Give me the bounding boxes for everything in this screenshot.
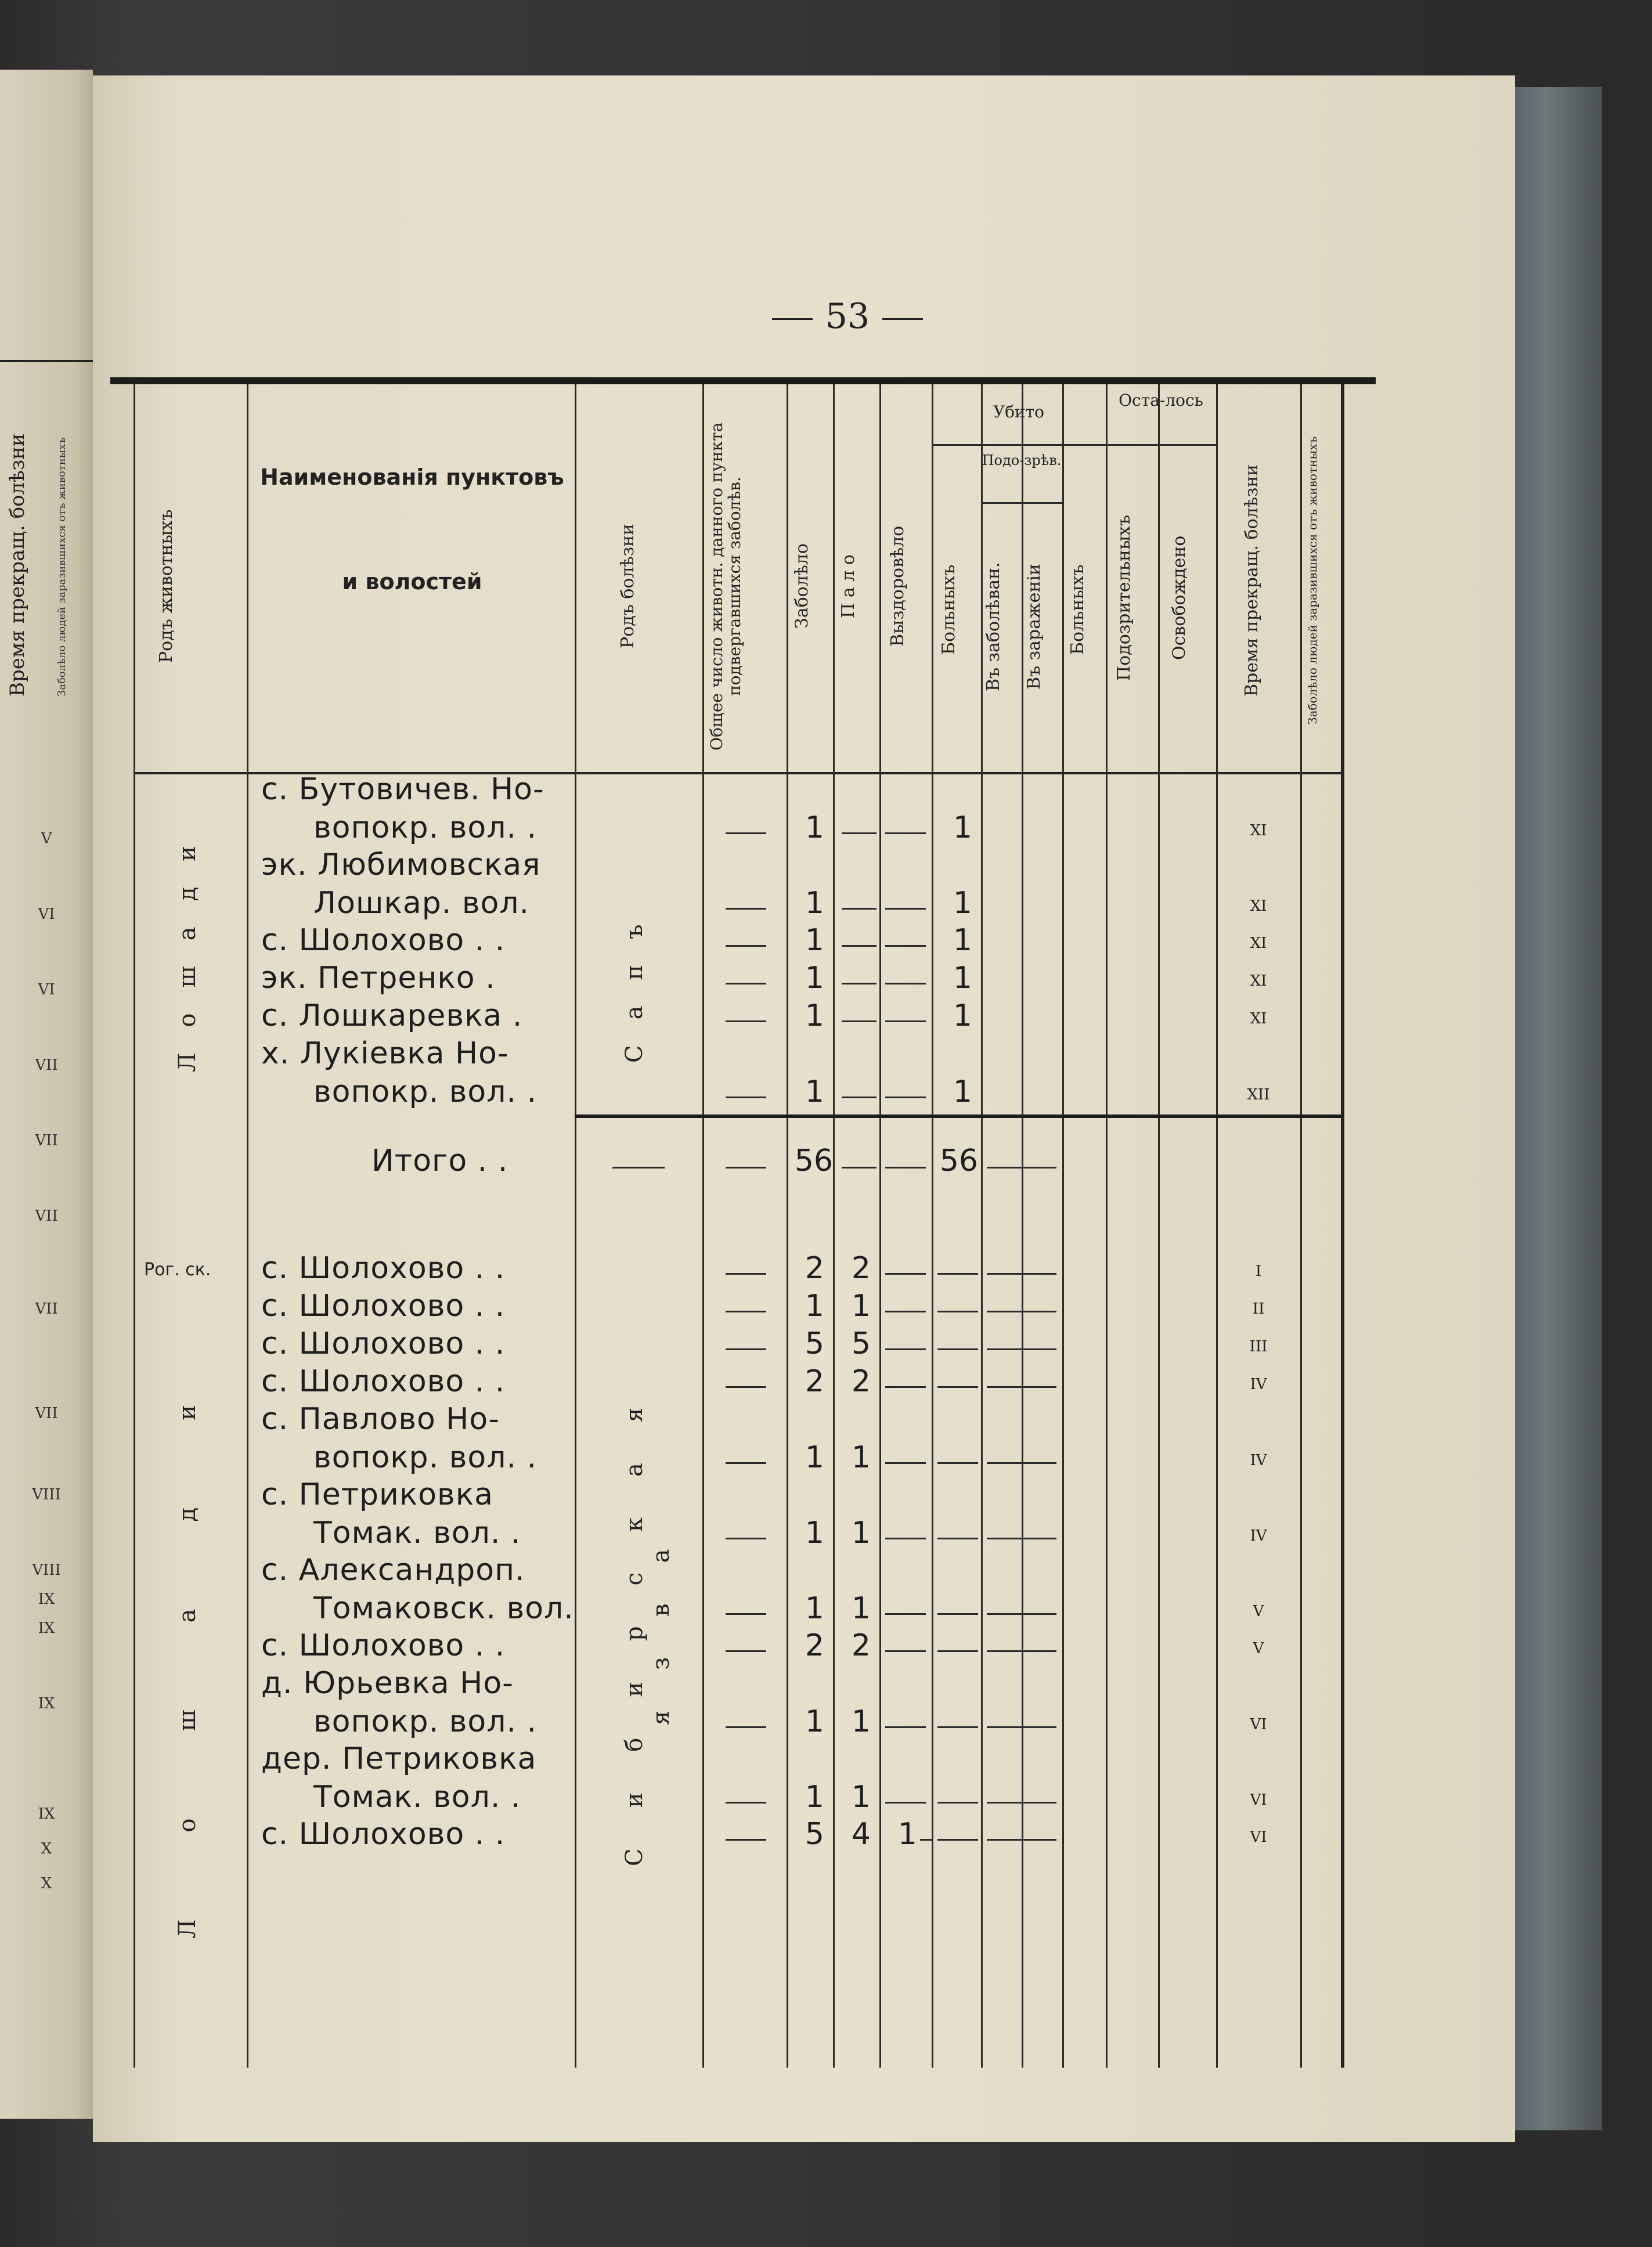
- previous-page-month: VII: [35, 1056, 58, 1074]
- fell-ill-value: 1: [805, 1704, 824, 1739]
- end-time-value: XI: [1250, 972, 1267, 990]
- fell-ill-value: 1: [805, 1591, 824, 1626]
- end-time-value: IV: [1250, 1376, 1267, 1393]
- dash-cell: [987, 1613, 1056, 1615]
- fell-ill-value: 1: [805, 998, 824, 1033]
- dash-cell: [726, 1462, 766, 1464]
- place-name: вопокр. вол. .: [313, 810, 538, 845]
- dash-cell: [937, 1462, 978, 1464]
- dash-cell: [726, 1020, 766, 1022]
- previous-page-month: VII: [35, 1132, 58, 1149]
- place-name: д. Юрьевка Но-: [261, 1666, 514, 1701]
- end-time-value: XI: [1250, 897, 1267, 915]
- dash-cell: [726, 1650, 766, 1652]
- place-name: Томак. вол. .: [313, 1780, 521, 1815]
- column-line: [247, 384, 248, 2068]
- total-killed: 56: [939, 1144, 978, 1178]
- end-time-value: IV: [1250, 1527, 1267, 1545]
- fell-ill-value: 1: [805, 1780, 824, 1815]
- dash-cell: [987, 1167, 1056, 1168]
- dash-cell: [726, 1802, 766, 1804]
- dash-cell: [937, 1386, 978, 1388]
- fell-ill-value: 1: [805, 923, 824, 958]
- header-place-name-1: Наименованія пунктовъ: [260, 464, 564, 490]
- dash-cell: [937, 1650, 978, 1652]
- dash-cell: [885, 1348, 926, 1350]
- end-time-value: IV: [1250, 1452, 1267, 1469]
- dash-cell: [842, 1167, 877, 1168]
- died-value: 4: [851, 1817, 871, 1852]
- dash-cell: [987, 1650, 1056, 1652]
- table-top-rule: [110, 377, 1376, 384]
- dash-cell: [885, 832, 926, 834]
- total-rule: [575, 1115, 1341, 1118]
- previous-page-month: X: [41, 1840, 52, 1858]
- fell-ill-value: 1: [805, 1516, 824, 1550]
- end-time-value: XI: [1250, 1010, 1267, 1027]
- end-time-value: VI: [1250, 1791, 1267, 1809]
- table-right-rule: [1341, 384, 1344, 2068]
- previous-page-month: X: [41, 1875, 52, 1892]
- group2-animal-label: Лошади: [174, 1318, 201, 1939]
- end-time-value: III: [1249, 1338, 1268, 1355]
- dash-cell: [726, 1311, 766, 1312]
- column-line: [787, 384, 788, 2068]
- died-value: 1: [851, 1440, 871, 1475]
- dash-cell: [726, 1839, 766, 1841]
- dash-cell: [726, 832, 766, 834]
- column-line: [134, 384, 135, 2068]
- header-remained-sick: Больныхъ: [1067, 564, 1088, 655]
- page-number: 53: [731, 296, 964, 337]
- previous-page-month: V: [41, 830, 52, 847]
- dash-cell: [726, 1273, 766, 1275]
- fell-ill-value: 2: [805, 1628, 824, 1663]
- header-end-time: Время прекращ. болѣзни: [1242, 464, 1262, 697]
- dash-cell: [885, 1167, 926, 1168]
- dash-cell: [937, 1538, 978, 1539]
- place-name: х. Лукіевка Но-: [261, 1036, 509, 1071]
- dash-cell: [937, 1802, 978, 1804]
- dash-cell: [726, 945, 766, 947]
- dash-cell: [987, 1839, 1056, 1841]
- killed-sick-value: 1: [953, 998, 972, 1033]
- dash-cell: [726, 1538, 766, 1539]
- column-line: [833, 384, 835, 2068]
- place-name: Лошкар. вол.: [313, 886, 530, 921]
- died-value: 2: [851, 1628, 871, 1663]
- fell-ill-value: 1: [805, 1440, 824, 1475]
- dash-cell: [726, 1613, 766, 1615]
- previous-page-month: VI: [38, 981, 55, 998]
- column-line: [1022, 384, 1023, 2068]
- dash-cell: [885, 983, 926, 984]
- end-time-value: VI: [1250, 1716, 1267, 1733]
- fell-ill-value: 1: [805, 1074, 824, 1109]
- dash-cell: [885, 945, 926, 947]
- remained-group-rule: [1106, 444, 1216, 446]
- dash-cell: [885, 1097, 926, 1098]
- place-name: с. Шолохово . .: [261, 1817, 506, 1852]
- dash-cell: [885, 1311, 926, 1312]
- place-name: Томаковск. вол.: [313, 1591, 574, 1626]
- killed-sick-value: 1: [953, 1074, 972, 1109]
- place-name: Томак. вол. .: [313, 1516, 521, 1550]
- fell-ill-value: 1: [805, 810, 824, 845]
- dash-cell: [937, 1726, 978, 1728]
- header-place-name-2: и волостей: [342, 569, 482, 594]
- header-in-infection: Въ зараженіи: [1024, 564, 1044, 690]
- dash-cell: [726, 908, 766, 910]
- header-disease: Родъ болѣзни: [618, 524, 638, 649]
- died-value: 5: [851, 1326, 871, 1361]
- place-name: с. Шолохово . .: [261, 1326, 506, 1361]
- end-time-value: V: [1253, 1603, 1264, 1620]
- dash-cell: [612, 1167, 665, 1168]
- fell-ill-value: 5: [805, 1817, 824, 1852]
- dash-cell: [885, 1613, 926, 1615]
- previous-page-subheader: Заболѣло людей заразившихся отъ животныхъ: [56, 437, 68, 697]
- place-name: эк. Петренко .: [261, 961, 496, 996]
- place-name: с. Шолохово . .: [261, 1289, 506, 1323]
- end-time-value: XI: [1250, 822, 1267, 839]
- previous-page-header: Время прекращ. болѣзни: [6, 433, 29, 697]
- fell-ill-value: 1: [805, 961, 824, 996]
- dash-cell: [842, 908, 877, 910]
- header-killed-sick: Больныхъ: [939, 564, 959, 655]
- dash-cell: [726, 1386, 766, 1388]
- end-time-value: XII: [1247, 1086, 1270, 1103]
- header-freed: Освобождено: [1169, 535, 1189, 661]
- dash-cell: [726, 1167, 766, 1168]
- killed-group-rule: [932, 444, 1106, 446]
- killed-sick-value: 1: [953, 810, 972, 845]
- previous-page-month: IX: [38, 1695, 55, 1712]
- group1-animal-label: Лошади: [174, 820, 201, 1072]
- previous-page-fragment: [0, 70, 93, 2119]
- end-time-value: XI: [1250, 935, 1267, 952]
- book-page: [93, 75, 1515, 2142]
- dash-cell: [920, 1839, 932, 1841]
- previous-page-month: IX: [38, 1620, 55, 1637]
- dash-cell: [885, 1273, 926, 1275]
- dash-cell: [726, 983, 766, 984]
- place-name: с. Шолохово . .: [261, 1364, 506, 1399]
- header-suspected: Подо-зрѣв.: [982, 452, 1062, 468]
- end-time-value: V: [1253, 1640, 1264, 1657]
- group2-disease-label: Сибирская язва: [621, 1366, 674, 1867]
- killed-sick-value: 1: [953, 961, 972, 996]
- killed-sick-value: 1: [953, 923, 972, 958]
- place-name: вопокр. вол. .: [313, 1704, 538, 1739]
- dash-cell: [885, 1802, 926, 1804]
- dash-cell: [987, 1386, 1056, 1388]
- column-line: [575, 384, 576, 2068]
- place-name: с. Петриковка: [261, 1477, 493, 1512]
- column-line: [879, 384, 881, 2068]
- died-value: 1: [851, 1591, 871, 1626]
- dash-cell: [987, 1311, 1056, 1312]
- previous-page-month: VIII: [32, 1486, 61, 1503]
- header-in-sickness: Въ заболѣван.: [983, 562, 1004, 692]
- header-recovered: Выздоровѣло: [888, 525, 908, 647]
- header-died: П а л о: [838, 554, 859, 618]
- dash-cell: [937, 1273, 978, 1275]
- died-value: 1: [851, 1516, 871, 1550]
- previous-page-rule: [0, 360, 93, 374]
- column-line: [1216, 384, 1218, 2068]
- place-name: вопокр. вол. .: [313, 1074, 538, 1109]
- dash-cell: [937, 1839, 978, 1841]
- place-name: с. Александроп.: [261, 1553, 525, 1588]
- place-name: с. Шолохово . .: [261, 1251, 506, 1286]
- dash-cell: [987, 1726, 1056, 1728]
- fell-ill-value: 2: [805, 1364, 824, 1399]
- place-name: с. Шолохово . .: [261, 1628, 506, 1663]
- dash-cell: [842, 983, 877, 984]
- place-name: с. Павлово Но-: [261, 1402, 500, 1437]
- dash-cell: [987, 1802, 1056, 1804]
- previous-page-month: VIII: [32, 1561, 61, 1579]
- place-name: с. Лошкаревка .: [261, 998, 523, 1033]
- died-value: 1: [851, 1289, 871, 1323]
- recovered-value: 1: [897, 1817, 917, 1852]
- place-name: вопокр. вол. .: [313, 1440, 538, 1475]
- dash-cell: [842, 832, 877, 834]
- dash-cell: [937, 1613, 978, 1615]
- column-line: [932, 384, 933, 2068]
- previous-page-month: VII: [35, 1405, 58, 1422]
- header-remained-suspected: Подозрительныхъ: [1114, 515, 1134, 681]
- previous-page-month: VI: [38, 906, 55, 923]
- dash-cell: [937, 1348, 978, 1350]
- dash-cell: [885, 1650, 926, 1652]
- column-line: [1106, 384, 1108, 2068]
- column-line: [1062, 384, 1064, 2068]
- dash-cell: [885, 908, 926, 910]
- dash-cell: [885, 1462, 926, 1464]
- header-remained: Оста-лось: [1119, 391, 1203, 410]
- dash-cell: [937, 1311, 978, 1312]
- column-line: [702, 384, 704, 2068]
- total-fell-ill: 56: [794, 1144, 833, 1178]
- fell-ill-value: 1: [805, 886, 824, 921]
- dash-cell: [842, 1097, 877, 1098]
- fell-ill-value: 5: [805, 1326, 824, 1361]
- place-name: с. Бутовичев. Но-: [261, 772, 544, 807]
- header-animal-kind: Родъ животныхъ: [156, 509, 176, 663]
- dash-cell: [885, 1538, 926, 1539]
- dash-cell: [885, 1386, 926, 1388]
- dash-cell: [987, 1462, 1056, 1464]
- died-value: 2: [851, 1251, 871, 1286]
- previous-page-month: VII: [35, 1207, 58, 1225]
- fell-ill-value: 1: [805, 1289, 824, 1323]
- total-label: Итого . .: [371, 1144, 508, 1178]
- place-name: дер. Петриковка: [261, 1741, 537, 1776]
- dash-cell: [726, 1097, 766, 1098]
- died-value: 1: [851, 1780, 871, 1815]
- dash-cell: [987, 1348, 1056, 1350]
- dash-cell: [885, 1020, 926, 1022]
- dash-cell: [842, 1020, 877, 1022]
- end-time-value: II: [1252, 1300, 1265, 1318]
- end-time-value: I: [1255, 1263, 1262, 1280]
- column-line: [1300, 384, 1302, 2068]
- killed-sick-value: 1: [953, 886, 972, 921]
- dash-cell: [726, 1348, 766, 1350]
- header-people-infected: Заболѣло людей заразившихся отъ животныхъ: [1305, 436, 1319, 725]
- book-board-edge: [1509, 87, 1602, 2130]
- previous-page-month: VII: [35, 1300, 58, 1318]
- place-name: эк. Любимовская: [261, 847, 541, 882]
- fell-ill-value: 2: [805, 1251, 824, 1286]
- dash-cell: [987, 1538, 1056, 1539]
- place-name: с. Шолохово . .: [261, 923, 506, 958]
- dash-cell: [987, 1273, 1056, 1275]
- died-value: 2: [851, 1364, 871, 1399]
- previous-page-month: IX: [38, 1590, 55, 1608]
- dash-cell: [726, 1726, 766, 1728]
- header-killed: Убито: [993, 402, 1045, 421]
- dash-cell: [842, 945, 877, 947]
- header-total-animals: Общее число животн. данного пункта подвергавшихся заболѣв.: [707, 422, 744, 751]
- group2-animal-top-label: Рог. ск.: [144, 1260, 211, 1280]
- column-line: [981, 384, 983, 2068]
- end-time-value: VI: [1250, 1828, 1267, 1846]
- header-fell-ill: Заболѣло: [792, 543, 812, 629]
- died-value: 1: [851, 1704, 871, 1739]
- column-line: [1158, 384, 1160, 2068]
- group1-disease-label: Сапъ: [621, 899, 648, 1063]
- previous-page-month: IX: [38, 1805, 55, 1823]
- suspected-group-rule: [981, 502, 1062, 504]
- dash-cell: [885, 1726, 926, 1728]
